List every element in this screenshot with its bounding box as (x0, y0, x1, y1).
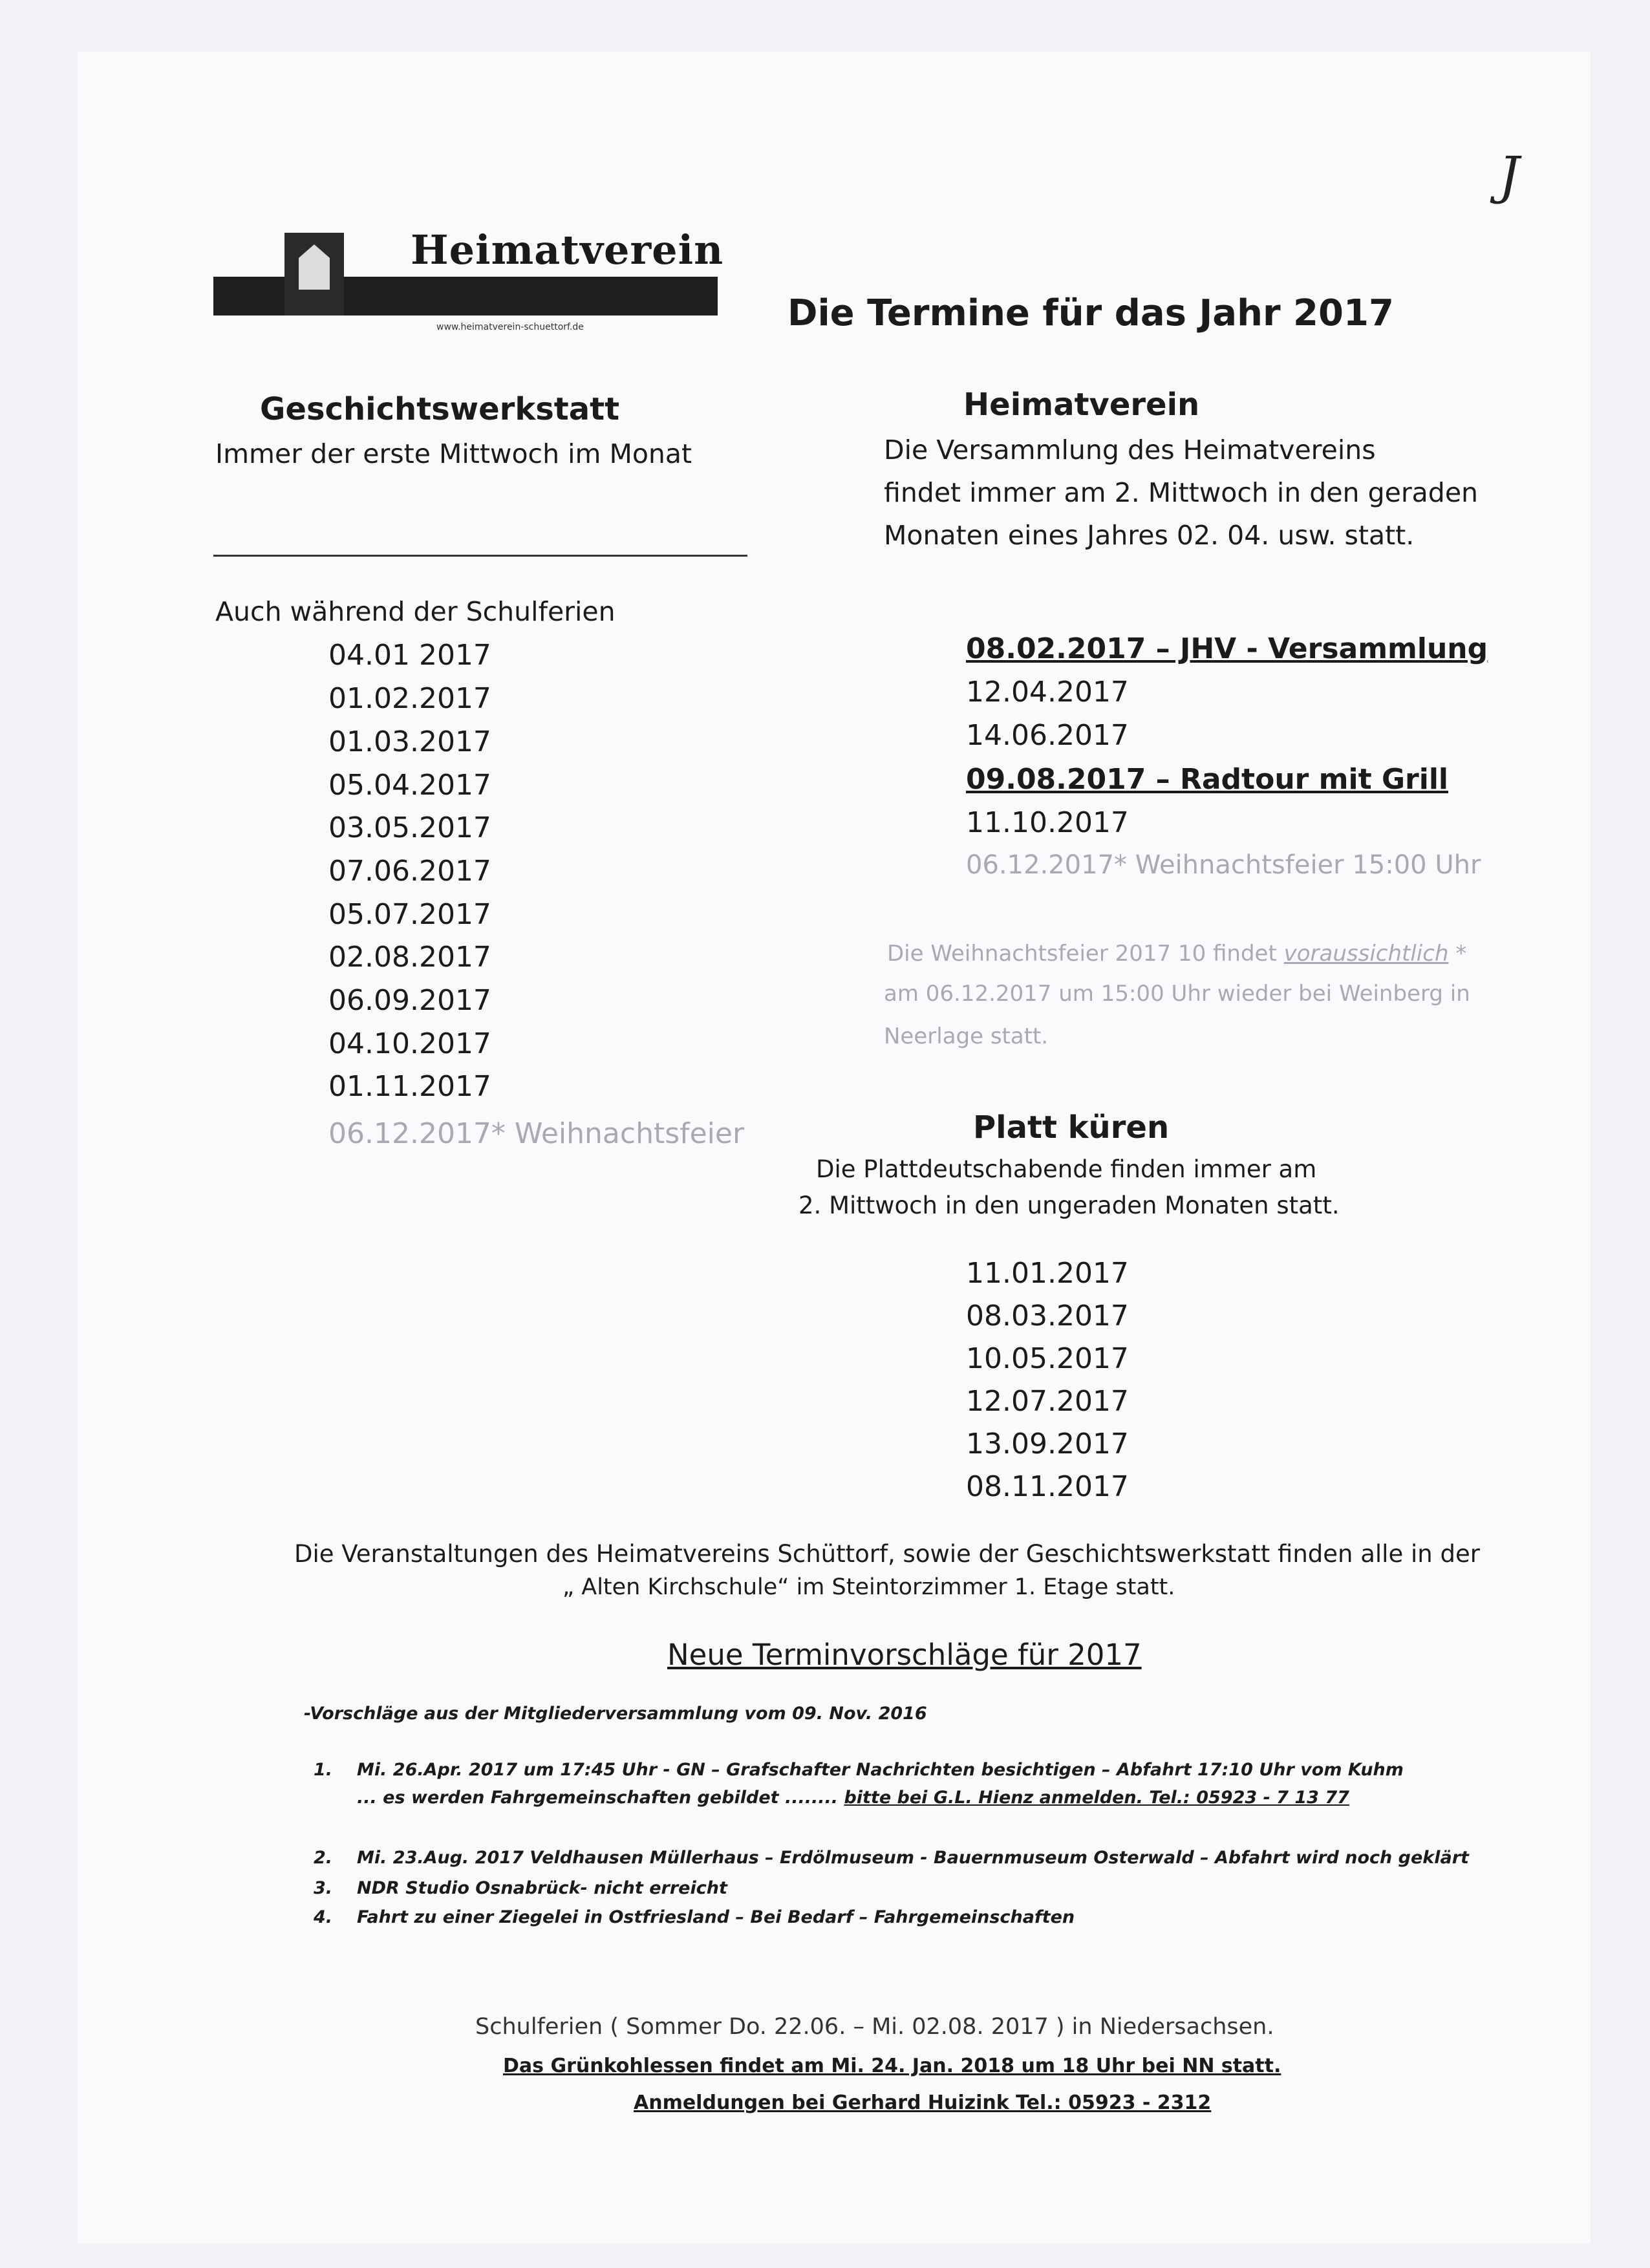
logo-url: www.heimatverein-schuettorf.de (436, 322, 584, 332)
platt-date: 13.09.2017 (966, 1428, 1129, 1460)
heimatverein-desc-line: findet immer am 2. Mittwoch in den geraden (884, 477, 1479, 508)
hv-date-jhv: 08.02.2017 – JHV - Versammlung (966, 632, 1488, 665)
platt-date: 08.11.2017 (966, 1470, 1129, 1503)
gw-date: 01.03.2017 (328, 725, 491, 758)
neue-termine-heading: Neue Terminvorschläge für 2017 (667, 1638, 1142, 1672)
heimatverein-heading: Heimatverein (963, 387, 1200, 423)
item-number: 2. (314, 1848, 333, 1868)
platt-heading: Platt küren (973, 1109, 1170, 1146)
venue-line: „ Alten Kirchschule“ im Steintorzimmer 1. Etage statt. (562, 1574, 1175, 1600)
venue-line: Die Veranstaltungen des Heimatvereins Schüttorf, sowie der Geschichtswerkstatt finden alle in der (294, 1540, 1480, 1568)
schulferien-note: Auch während der Schulferien (215, 596, 616, 627)
weihnachtsfeier-note (887, 941, 1466, 967)
gw-date: 01.11.2017 (328, 1070, 491, 1103)
item-number: 3. (314, 1878, 333, 1898)
church-emblem-icon (284, 233, 344, 316)
gw-date: 07.06.2017 (328, 855, 491, 888)
schulferien-footer: Schulferien ( Sommer Do. 22.06. – Mi. 02.08. 2017 ) in Niedersachsen. (475, 2014, 1274, 2040)
gw-date: 03.05.2017 (328, 811, 491, 844)
proposal-item: NDR Studio Osnabrück- nicht erreicht (357, 1878, 727, 1898)
gw-date: 05.04.2017 (328, 769, 491, 802)
platt-date: 11.01.2017 (966, 1257, 1129, 1290)
heimatverein-logo (213, 226, 724, 332)
hv-date-radtour: 09.08.2017 – Radtour mit Grill (966, 763, 1449, 796)
hv-date-weihnachtsfeier: 06.12.2017* Weihnachtsfeier 15:00 Uhr (966, 850, 1481, 880)
gruenkohl-footer: Das Grünkohlessen findet am Mi. 24. Jan. 2018 um 18 Uhr bei NN statt. (503, 2055, 1281, 2077)
gw-date: 05.07.2017 (328, 898, 491, 931)
item-number: 4. (314, 1907, 333, 1927)
divider (213, 555, 747, 557)
platt-desc-line: 2. Mittwoch in den ungeraden Monaten statt. (798, 1192, 1340, 1219)
gw-date: 04.10.2017 (328, 1027, 491, 1060)
geschichtswerkstatt-subtitle: Immer der erste Mittwoch im Monat (215, 438, 692, 469)
gw-date: 02.08.2017 (328, 941, 491, 974)
platt-date: 08.03.2017 (966, 1300, 1129, 1332)
gw-date-weihnachtsfeier: 06.12.2017* Weihnachtsfeier (328, 1117, 745, 1150)
proposal-item-line2 (357, 1788, 1349, 1808)
item-text: ... es werden Fahrgemeinschaften gebildet ........ (357, 1788, 844, 1808)
anmeldung-footer: Anmeldungen bei Gerhard Huizink Tel.: 05923 - 2312 (634, 2091, 1212, 2114)
vorschlaege-source: -Vorschläge aus der Mitgliederversammlung vom 09. Nov. 2016 (304, 1704, 927, 1724)
note-text: Die Weihnachtsfeier 2017 10 findet (887, 941, 1284, 967)
proposal-item: Fahrt zu einer Ziegelei in Ostfriesland – Bei Bedarf – Fahrgemeinschaften (357, 1907, 1075, 1927)
logo-title: Heimatverein (411, 226, 724, 273)
item-contact: bitte bei G.L. Hienz anmelden. Tel.: 05923 - 7 13 77 (844, 1788, 1349, 1808)
weihnachtsfeier-note-line: am 06.12.2017 um 15:00 Uhr wieder bei Weinberg in (884, 981, 1470, 1007)
proposal-item: Mi. 23.Aug. 2017 Veldhausen Müllerhaus – Erdölmuseum - Bauernmuseum Osterwald – Abfahrt wird noch geklärt (357, 1848, 1469, 1868)
platt-desc-line: Die Plattdeutschabende finden immer am (816, 1155, 1317, 1183)
note-emphasis: voraussichtlich (1283, 941, 1449, 967)
item-number: 1. (314, 1760, 333, 1780)
hv-date: 14.06.2017 (966, 719, 1129, 752)
platt-date: 10.05.2017 (966, 1342, 1129, 1375)
platt-date: 12.07.2017 (966, 1385, 1129, 1418)
gw-date: 04.01 2017 (328, 639, 491, 672)
gw-date: 06.09.2017 (328, 984, 491, 1017)
corner-mark: J (1499, 145, 1520, 206)
hv-date: 12.04.2017 (966, 676, 1129, 709)
proposal-item: Mi. 26.Apr. 2017 um 17:45 Uhr - GN – Grafschafter Nachrichten besichtigen – Abfahrt 17:10 Uhr vom Kuhm (357, 1760, 1404, 1780)
heimatverein-desc-line: Die Versammlung des Heimatvereins (884, 434, 1376, 465)
weihnachtsfeier-note-line: Neerlage statt. (884, 1023, 1049, 1049)
heimatverein-desc-line: Monaten eines Jahres 02. 04. usw. statt. (884, 520, 1415, 551)
note-star: * (1448, 941, 1467, 967)
geschichtswerkstatt-heading: Geschichtswerkstatt (260, 391, 620, 427)
gw-date: 01.02.2017 (328, 682, 491, 715)
hv-date: 11.10.2017 (966, 806, 1129, 839)
page-title: Die Termine für das Jahr 2017 (788, 292, 1394, 334)
